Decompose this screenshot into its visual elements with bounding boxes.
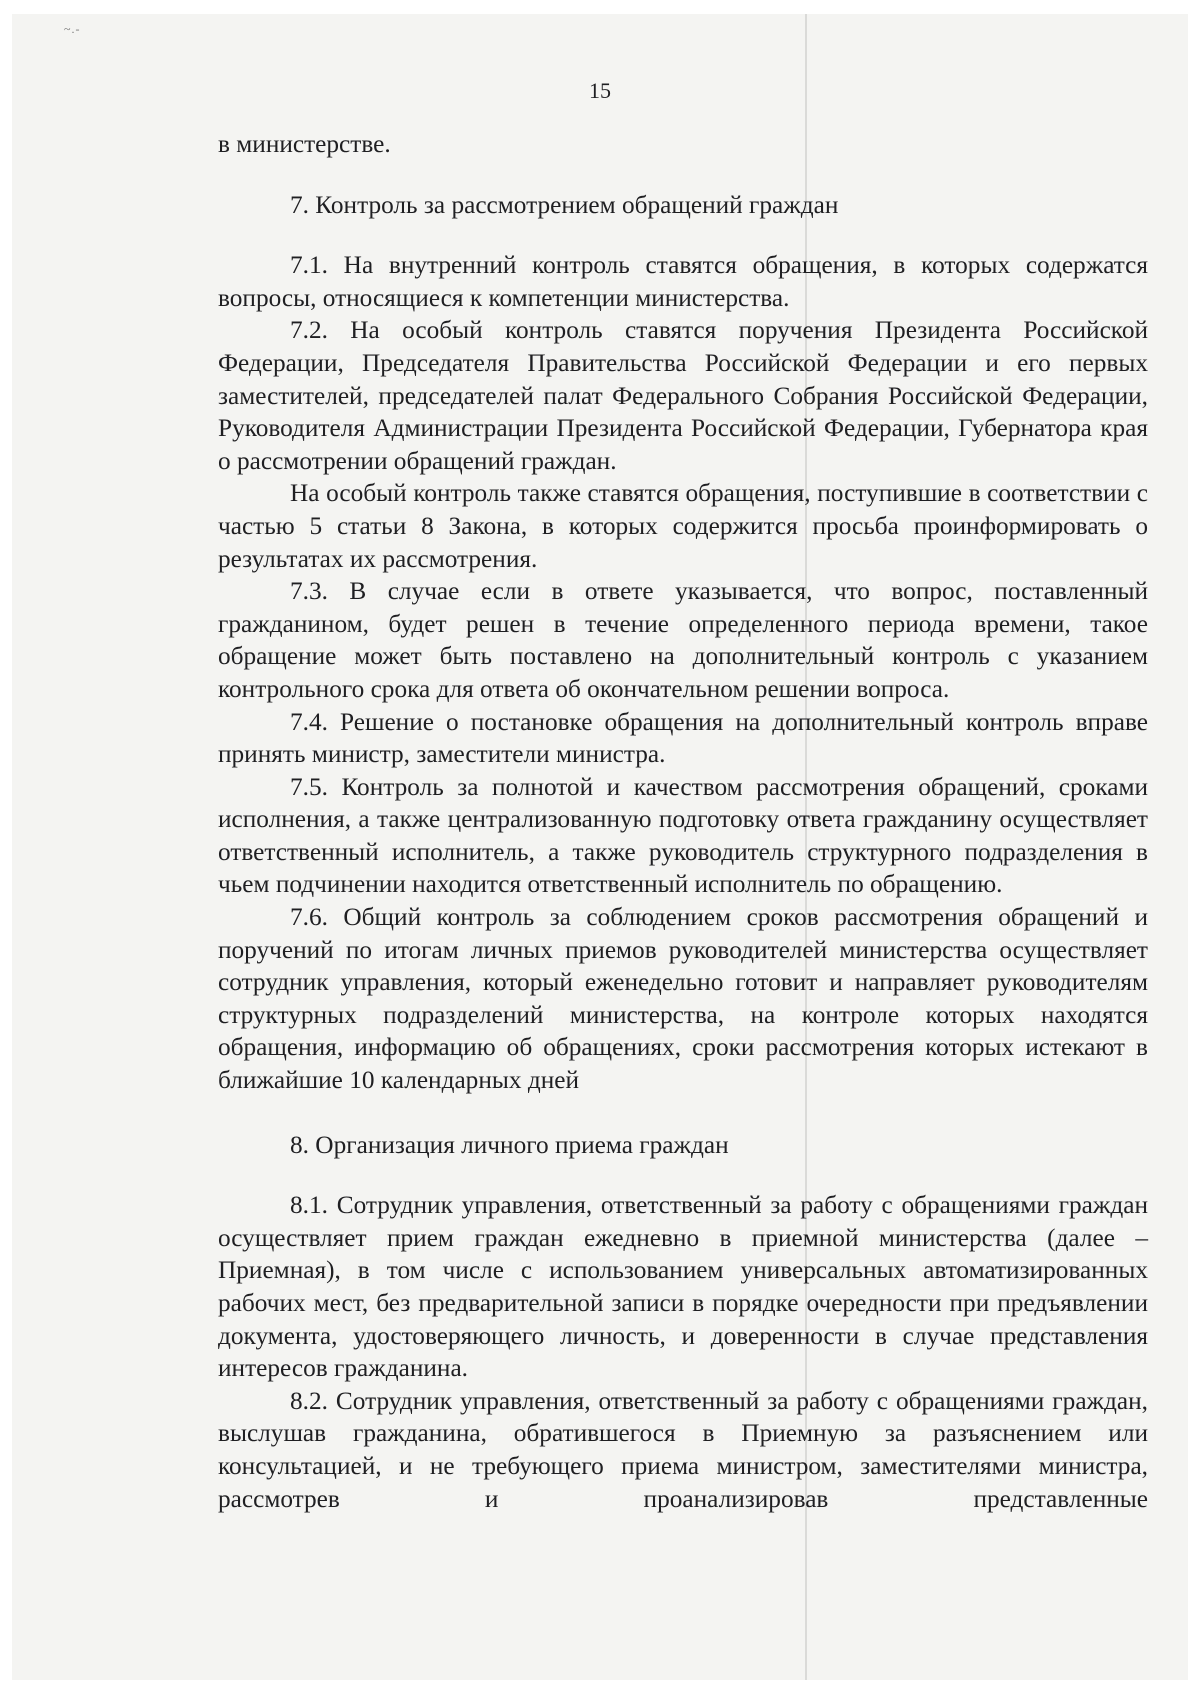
paragraph-7-6: 7.6. Общий контроль за соблюдением сроков рассмотрения обращений и поручений по итогам личных приемов руководителей министерства осуществляет сотрудник управления, который еженедельно готовит и направляет руководителям структурных подразделений министерства, на контроле которых находятся обращения, информацию об обращениях, сроки рассмотрения которых истекают в ближайшие 10 календарных дней [218, 903, 1148, 1095]
paragraph-8-1: 8.1. Сотрудник управления, ответственный за работу с обращениями граждан осуществляет прием граждан ежедневно в приемной министерства (далее – Приемная), в том числе с использованием универсальных автоматизированных рабочих мест, без предварительной записи в порядке очередности при предъявлении документа, удостоверяющего личность, и доверенности в случае представления интересов гражданина. [218, 1191, 1148, 1383]
paragraph-7-5: 7.5. Контроль за полнотой и качеством рассмотрения обращений, сроками исполнения, а также централизованную подготовку ответа гражданину осуществляет ответственный исполнитель, а также руководитель структурного подразделения в чьем подчинении находится ответственный исполнитель по обращению. [218, 772, 1148, 899]
paragraph-7-4: 7.4. Решение о постановке обращения на дополнительный контроль вправе принять министр, заместители министра. [218, 707, 1148, 769]
paragraph-7-2-continued: На особый контроль также ставятся обращения, поступившие в соответствии с частью 5 статьи 8 Закона, в которых содержится просьба проинформировать о результатах их рассмотрения. [218, 479, 1148, 573]
lead-line: в министерстве. [218, 130, 391, 158]
section-8-heading: 8. Организация личного приема граждан [290, 1130, 729, 1159]
paragraph-7-2: 7.2. На особый контроль ставятся поручения Президента Российской Федерации, Председателя Правительства Российской Федерации и его первых заместителей, председателей палат Федерального Собрания Российской Федерации, Руководителя Администрации Президента Российской Федерации, Губернатора края о рассмотрении обращений граждан. [218, 316, 1148, 475]
paragraph-7-3: 7.3. В случае если в ответе указывается, что вопрос, поставленный гражданином, будет решен в течение определенного периода времени, такое обращение может быть поставлено на дополнительный контроль с указанием контрольного срока для ответа об окончательном решении вопроса. [218, 577, 1148, 703]
page-number: 15 [589, 78, 611, 103]
section-7-heading: 7. Контроль за рассмотрением обращений граждан [290, 190, 839, 219]
document-body [218, 128, 1148, 1515]
paragraph-7-1: 7.1. На внутренний контроль ставятся обращения, в которых содержатся вопросы, относящиеся к компетенции министерства. [218, 251, 1148, 312]
corner-scan-mark: ~.- [64, 22, 81, 36]
paragraph-8-2: 8.2. Сотрудник управления, ответственный за работу с обращениями граждан, выслушав гражданина, обратившегося в Приемную за разъяснением или консультацией, и не требующего приема министром, заместителями министра, рассмотрев и проанализировав представленные [218, 1386, 1148, 1513]
